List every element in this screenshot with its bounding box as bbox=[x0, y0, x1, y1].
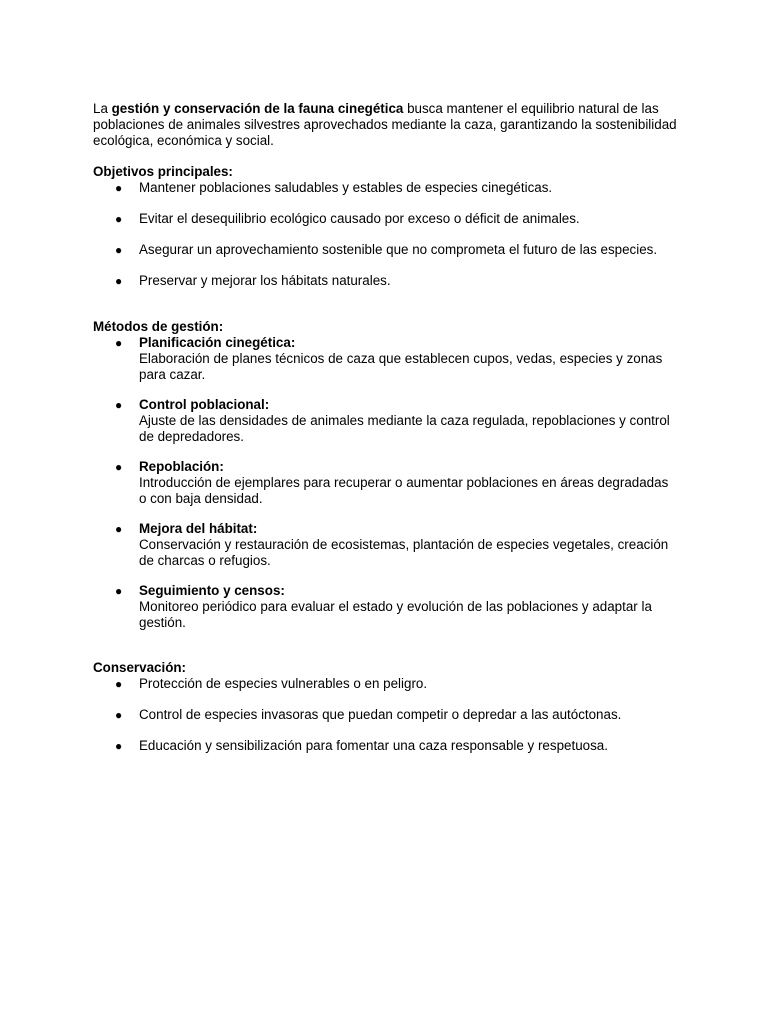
method-term: Seguimiento y censos: bbox=[139, 583, 285, 598]
list-item bbox=[93, 676, 678, 692]
list-item bbox=[93, 180, 678, 196]
list-item bbox=[93, 459, 678, 507]
method-term: Control poblacional: bbox=[139, 397, 270, 412]
method-description: Conservación y restauración de ecosistemas, plantación de especies vegetales, creación de charcas o refugios. bbox=[139, 537, 669, 568]
bullet-icon: ● bbox=[115, 274, 123, 288]
bullet-icon: ● bbox=[115, 212, 123, 226]
intro-bold-term: gestión y conservación de la fauna cinegética bbox=[111, 101, 404, 116]
objectives-list bbox=[93, 180, 678, 289]
bullet-icon: ● bbox=[115, 460, 123, 474]
conservation-heading: Conservación: bbox=[93, 660, 187, 675]
list-item-text: Protección de especies vulnerables o en peligro. bbox=[139, 676, 428, 691]
method-description: Monitoreo periódico para evaluar el estado y evolución de las poblaciones y adaptar la gestión. bbox=[139, 599, 652, 630]
list-item bbox=[93, 738, 678, 754]
list-item bbox=[93, 397, 678, 445]
list-item bbox=[93, 273, 678, 289]
list-item bbox=[93, 707, 678, 723]
method-term: Repoblación: bbox=[139, 459, 224, 474]
methods-list bbox=[93, 335, 678, 631]
list-item bbox=[93, 242, 678, 258]
list-item-text: Mantener poblaciones saludables y estables de especies cinegéticas. bbox=[139, 180, 553, 195]
list-item-text: Evitar el desequilibrio ecológico causado por exceso o déficit de animales. bbox=[139, 211, 580, 226]
bullet-icon: ● bbox=[115, 181, 123, 195]
bullet-icon: ● bbox=[115, 708, 123, 722]
intro-suffix: busca mantener el equilibrio natural de las poblaciones de animales silvestres aprovechados mediante la caza, garantizando la sostenibilidad ecológica, económica y social. bbox=[93, 101, 677, 148]
list-item-text: Preservar y mejorar los hábitats naturales. bbox=[139, 273, 391, 288]
bullet-icon: ● bbox=[115, 243, 123, 257]
list-item-text: Control de especies invasoras que puedan competir o depredar a las autóctonas. bbox=[139, 707, 622, 722]
list-item bbox=[93, 521, 678, 569]
intro-paragraph bbox=[93, 101, 678, 149]
document-page bbox=[93, 101, 678, 754]
list-item-text: Asegurar un aprovechamiento sostenible que no comprometa el futuro de las especies. bbox=[139, 242, 658, 257]
list-item bbox=[93, 583, 678, 631]
method-description: Ajuste de las densidades de animales mediante la caza regulada, repoblaciones y control de depredadores. bbox=[139, 413, 670, 444]
bullet-icon: ● bbox=[115, 584, 123, 598]
method-term: Mejora del hábitat: bbox=[139, 521, 258, 536]
method-description: Elaboración de planes técnicos de caza que establecen cupos, vedas, especies y zonas para cazar. bbox=[139, 351, 663, 382]
bullet-icon: ● bbox=[115, 336, 123, 350]
intro-prefix: La bbox=[93, 101, 112, 116]
list-item-text: Educación y sensibilización para fomentar una caza responsable y respetuosa. bbox=[139, 738, 608, 753]
method-description: Introducción de ejemplares para recuperar o aumentar poblaciones en áreas degradadas o con baja densidad. bbox=[139, 475, 669, 506]
conservation-list bbox=[93, 676, 678, 754]
objectives-heading: Objetivos principales: bbox=[93, 164, 233, 179]
bullet-icon: ● bbox=[115, 739, 123, 753]
bullet-icon: ● bbox=[115, 398, 123, 412]
methods-heading: Métodos de gestión: bbox=[93, 319, 224, 334]
method-term: Planificación cinegética: bbox=[139, 335, 296, 350]
bullet-icon: ● bbox=[115, 677, 123, 691]
list-item bbox=[93, 335, 678, 383]
bullet-icon: ● bbox=[115, 522, 123, 536]
list-item bbox=[93, 211, 678, 227]
